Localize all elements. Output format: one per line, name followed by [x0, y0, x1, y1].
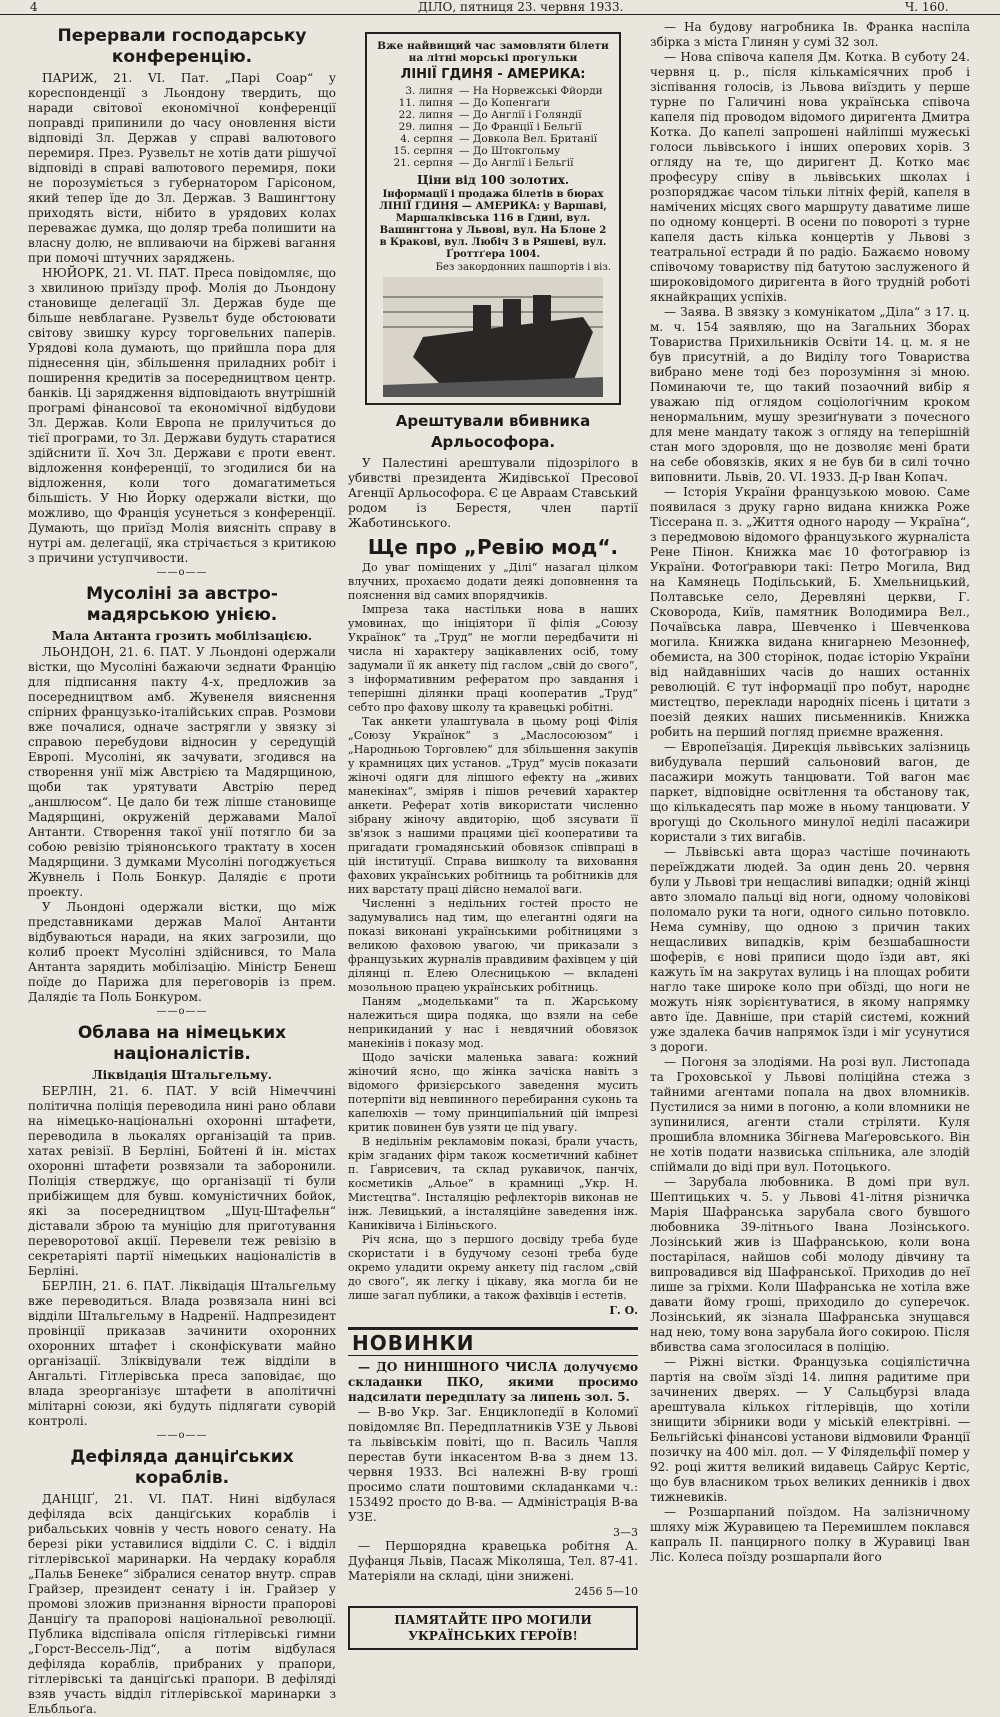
article-paragraph: У Палестині арештували підозрілого в убивстві президента Жидівської Пресової Агенції Арльософора. Є це Авраам Ставський родом із Берестя, член партії Жаботинського. — [348, 456, 638, 530]
ad-intro: Вже найвищий час замовляти білети на літні морські прогульки — [377, 40, 609, 64]
ad-route — [375, 85, 611, 97]
article-subtitle: Ліквідація Штальгельму. — [92, 1068, 272, 1082]
news-item: — Ріжні вістки. Французька соціялістична партія на своїм зїзді 14. липня радитиме при зачинених дверях. — У Сальцбурзі влада арештувала кількох гітлерівців, що хотіли знищити збірники води у міській електрівні. — Бельгійські фінансові установи відмовили Франції позичку на 400 міл. дол. — У Філядельфії помер у 92. році життя великий видавець Сайрус Кертіс, що був власником трьох великих денників і двох тижневиків. — [650, 1355, 970, 1504]
article-paragraph: ДАНЦІҐ, 21. VI. ПАТ. Нині відбулася дефіляда всіх данціґських кораблів і рибальських човнів у честь нового сенату. На березі ріки уставилися відділи С. С. і відділ гітлерівської маринарки. На чердаку корабля „Пальв Бенеке“ зібралися сенатор внутр. справ Грайзер, президент сенату і ін. Грайзер у промові зложив признання вірности прапорові Данціґу та прапорові національної революції. Публика відспівала опісля гітлерівські гимни „Горст-Вессель-Лід“, а потім відбулася дефіляда кораблів, прибраних у прапори, гітлерівські та данціґські прапори. В дефіляді взяв участь відділ гітлерівської маринарки з Ельбльоґа. — [28, 1492, 336, 1716]
article-paragraph: В недільнім рекламовім показі, брали участь, крім згаданих фірм також косметичний кабінет п. Ґаврисевич, та склад рукавичок, панчіх, косметиків „Альое“ в крамниці „Укр. Н. Мистецтва“. Інсталяцію рефлекторів виконав не інж. Левицький, а інсталяційне заведення інж. Каниківича і Біліньского. — [348, 1135, 638, 1232]
ad-code: 2456 5—10 — [574, 1585, 638, 1598]
ad-code: 3—3 — [613, 1526, 638, 1539]
article-title: Перервали господарську конференцію. — [57, 26, 307, 67]
route-date: 22. липня — [398, 109, 453, 121]
separator: ——o—— — [156, 1006, 208, 1017]
separator: ——o—— — [156, 567, 208, 578]
route-date: 21. серпня — [393, 157, 453, 169]
news-item: — Заява. В звязку з комунікатом „Діла“ з 17. ц. м. ч. 154 заявляю, що на Загальних Зборах Товариства Прихильників Освіти 14. ц. м. я не був присутній, а до Виділу того Товариства вибрано мене тоді без порозуміння зі мною. Поминаючи те, що такий позаочний вибір я уважаю під оглядом соціологічним кроком ненормальним, мушу зрезиґнувати з почесного для мене мандату також з огляду на теперішній стан мого здоровля, що не дозволяє мені брати на себе обовязків, яких я не був би в силі точно виповнити. Львів, 20. VI. 1933. Д-р Іван Копач. — [650, 305, 970, 484]
column-middle — [348, 20, 638, 1643]
article-paragraph: Імпреза така настільки нова в наших умовинах, що ініціятори її філія „Союзу Українок“ та „Труд“ не могли передбачити ні числа ні характеру зацікавлених осіб, тому задумали її як анкету під гаслом „свій до свого“, з інформативним рефератом про завдання і теперішні ділянки праці кооператив „Труд“ себто про фахову школу та кравецькі робітні. — [348, 603, 638, 714]
news-item: — Погоня за злодіями. На розі вул. Листопада та Гроховської у Львові поліційна стежа з тайними агентами попала на двох вломників. Пустилися за ними в погоню, а коли вломники не зупинилися, агенти стали стріляти. Куля прошибла вломника Збігнева Маґеровського. Він не хотів подати назвиська спільника, але злодій спіймали до віді при вул. Потоцького. — [650, 1055, 970, 1174]
route-dest: — До Англії і Бельгії — [459, 157, 574, 169]
route-dest: — До Франції і Бельгії — [459, 121, 582, 133]
ad-note: Без закордонних пашпортів і віз. — [435, 262, 611, 273]
paper-title: ДІЛО, пятниця 23. червня 1933. — [418, 0, 624, 14]
article-title: Арештували вбивника Арльософора. — [395, 412, 591, 451]
article-signature: Г. О. — [609, 1304, 638, 1317]
route-date: 15. серпня — [393, 145, 453, 157]
issue-number: Ч. 160. — [905, 0, 949, 14]
ad-route — [375, 157, 611, 169]
ad-info: Інформації і продажа білетів в бюрах ЛІНІЇ ГДИНЯ — АМЕРИКА: у Варшаві, Маршалківська 116 в Гдині, вул. Вашингтона у Львові, вул. На Блоне 2 в Кракові, вул. Любіч 3 в Ряшеві, вул. Ґроттґера 1004. — [379, 189, 607, 260]
route-date: 4. серпня — [400, 133, 453, 145]
article-paragraph: До уваг поміщених у „Ділі“ назагал цілком влучних, прохаємо додати деякі доповнення та пояснення від самих впорядчиків. — [348, 561, 638, 602]
ad-route — [375, 109, 611, 121]
article-paragraph: БЕРЛІН, 21. 6. ПАТ. Ліквідація Штальгельму вже переводиться. Влада розвязала нині всі відділи Штальгельму в Надренії. Надпрезидент провінції приказав зачинити охоронних охоронних штафет і сконфіскувати майно організації. Зліквідували теж відділи в Ангальті. Гітлерівська преса заповідає, що влада зреорганізує штафети в аполітичні мілітарні союзи, які будуть підлягати суворій контролі. — [28, 1279, 336, 1428]
section-heading-novynky: НОВИНКИ — [348, 1327, 638, 1356]
article-title: Дефіляда данціґських кораблів. — [70, 1447, 294, 1488]
page-number: 4 — [30, 0, 38, 14]
advertisement-gdynia-america — [365, 32, 621, 405]
news-item: — Першорядна кравецька робітня А. Дуфанця Львів, Пасаж Міколяша, Тел. 87-41. Матеріяли на складі, ціни знижені. — [348, 1539, 638, 1583]
route-dest: — До Англії і Голяндії — [459, 109, 582, 121]
route-date: 29. липня — [398, 121, 453, 133]
news-item: — Історія України французькою мовою. Саме появилася з друку гарно видана книжка Роже Тіссерана п. з. „Життя одного народу — Україна“, з передмовою відомого французького журналіста Рене Пінон. Книжка має 10 фотоґравюр із України. Фотоґравюри такі: Петро Могила, Вид на Камянець Подільський, Б. Хмельницький, Полтавське село, Деревляні церкви, Г. Сковорода, Київ, памятник Володимира Вел., Почаївська лавра, Шевченко і Шевченкова могила. Книжка видана книгарнею Мезоннеф, обемиста, на 300 сторінок, подає історію України від найдавніших часів до наших останніх революцій. Є тут інформації про побут, народнє мистецтво, переклади народніх пісень і цитати з поезій деяких наших письменників. Книжка робить на перший погляд приємне враження. — [650, 485, 970, 739]
ad-route — [375, 133, 611, 145]
ad-heading: ЛІНІЇ ГДИНЯ - АМЕРИКА: — [400, 67, 586, 82]
route-dest: — До Копенгаґи — [459, 97, 551, 109]
news-item: — Нова співоча капеля Дм. Котка. В суботу 24. червня ц. р., після кількамісячних проб і зіспівання голосів, із Львова виїздить у перше турне по Галичині нова українська співоча капеля під проводом відомого диригента Дмитра Котка. До капелі запрошені найліпші мужеські голоси львівського і інших оперових хорів. З огляду на те, що диригент Д. Котко має професуру співу в львівських школах і розпоряджає часом тільки літніх ферій, капеля в намічених місцях свого маршруту даватиме лише по одному концерті. В осени по повороті з турне капеля дасть кілька концертів у Львові з театральної естради й по радіо. Бажаємо новому співочому товариству під батутою заслуженого й широковідомого диригента в його трудній роботі якнайкращих успіхів. — [650, 50, 970, 304]
route-dest: — До Штокгольму — [459, 145, 561, 157]
news-item: — На будову нагробника Ів. Франка наспіла збірка з міста Глинян у сумі 32 зол. — [650, 20, 970, 49]
ad-route — [375, 121, 611, 133]
article-title: Облава на німецьких націоналістів. — [77, 1023, 287, 1064]
news-item: — Зарубала любовника. В домі при вул. Шептицьких ч. 5. у Львові 41-літня різничка Марія Шафранська зарубала свого бувшого любовника 39-літнього Івана Лозінського. Лозінський жив із Шафранською, коли вона постарілася, найшов собі молоду дівчину та випровадився від Шафранської. Приходив до неї лише за гріхми. Коли Шафранська не хотіла вже давати йому гроші, приходило до суперечок. Лозінський, як зізнала Шафранська знущався над нею, тому вона зарубала його сокирою. Після вбивства сама зголосилася в поліцію. — [650, 1175, 970, 1354]
article-title: Мусоліні за австро-мадярською унією. — [86, 584, 278, 625]
article-paragraph: У Льондоні одержали вістки, що між представниками держав Малої Антанти відбуваються наради, на яких загрозили, що колиб проект Мусоліні здійснився, то Мала Антанта зарядить мобілізацію. Міністр Бенеш поїде до Парижа для переговорів із прем. Далядіє та Поль Бонкуром. — [28, 900, 336, 1004]
article-subtitle: Мала Антанта грозить мобілізацією. — [51, 629, 313, 643]
article-paragraph: Щодо зачіски маленька завага: кожний жіночий ясно, що жінка зачіска навіть з відомого фризієрського заведення мусить потерпіти від невпинного перебирання суконь та капелюхів — тому принципіальний цій імпрезі критик повинен був узяти це під увагу. — [348, 1051, 638, 1134]
column-right — [650, 20, 970, 1564]
masthead — [0, 0, 1000, 15]
separator: ——o—— — [156, 1430, 208, 1441]
article-paragraph: ЛЬОНДОН, 21. 6. ПАТ. У Льондоні одержали вістки, що Мусоліні бажаючи зєднати Францію для підписання пакту 4-х, предложив за посередництвом амб. Жувенеля вияснення спірних французько-італійських справ. Розмови вже почалися, одначе застрягли у звязку зі справою перебудови відносин у середущій Европі. Мусоліні, як зачувати, згодився на створення унії між Австрією та Мадярщиною, щоби так урятувати Австрію перед „аншлюсом“. Це дало би теж ліпше становище Мадярщині, окруженій державами Малої Антанти. Створення такої унії потягло би за собою ревізію тріянонського трактату в хосен Мадярщини. З думками Мусоліні погоджується Жувнель і Поль Бонкур. Далядіє є проти проекту. — [28, 645, 336, 899]
route-dest: — Довкола Вел. Британії — [459, 133, 598, 145]
news-item: — Европеїзація. Дирекція львівських залізниць вибудувала перший сальоновий вагон, де пасажири можуть танцювати. Той вагон має паркет, відповідне освітлення та обстанову так, що кількадесять пар може в ньому танцювати. У врогущі до Скольного минулої неділі пасажири користали з тих вигабів. — [650, 740, 970, 844]
ad-route — [375, 97, 611, 109]
article-paragraph: Так анкети улаштувала в цьому році Філія „Союзу Українок“ з „Маслосоюзом“ і „Народньою Торговлею“ для збільшення закупів у крамницях цих установ. „Труд“ мусів показати жіночі одяги для ліпшого ефекту на „живих манекінах“, зміряв і пішов речевий характер анкети. Реферат хотів використати численно зібрану жіночу авдиторію, щоб зясувати її зв'язок з нашими працями цієї кооперативи та пригадати громадянський обовязок співпраці в цій інституції. Справа вишколу та виховання фахових українських робітниць та робітників для них варстату праці дійсно немалої ваги. — [348, 715, 638, 896]
news-item: — В-во Укр. Заг. Енциклопедії в Коломиї повідомляє Вп. Передплатників УЗЕ у Львові та львівськім повіті, що п. Василь Чапля перестав бути інкасентом В-ва з днем 13. червня 1933. Всі належні В-ву гроші просимо слати поштовими складанками ч.: 153492 просто до В-ва. — Адміністрація В-ва УЗЕ. — [348, 1405, 638, 1524]
route-dest: — На Норвежські Фйорди — [459, 85, 603, 97]
ad-route-list — [375, 85, 611, 169]
article-paragraph: ПАРИЖ, 21. VI. Пат. „Парі Соар“ у кореспонденції з Льондону твердить, що наради світової економічної конференції поправді припинили до часу оновлення вісти відповіді Зл. Держав у справі валютового перемиря. През. Рузвельт не хотів дати рішучої відповіді в справі валютового перемиря, поки не порозуміється з губернатором Гарісоном, який тепер їде до Зл. Держав. З Вашингтону приходять вісти, нібито в урядових колах переважає думка, що доляр треба полишити на власну долю, не впливаючи на біржеві вагання при помочі штучних заряджень. — [28, 71, 336, 265]
news-item: — Львівські авта щораз частіше починають переїжджати людей. За один день 20. червня були у Львові три нещасливі випадки; одній жінці авто зломало пальці від ноги, одному чоловікові поломало руки та ноги, одного сильно потовкло. Нема сумніву, що одною з причин таких нещасливих випадків, крім безшабашности шоферів, є нові приписи щодо їзди авт, які кажуть їм на закрутах вулиць і на площах робити нагло таке широке коло при обїзді, що ноги не можуть ніяк зорієнтуватися, в якому напрямку авто їде. Давніше, при старій системі, кожний уже здалека бачив напрямок їзди і міг усунутися з дороги. — [650, 845, 970, 1054]
route-date: 3. липня — [405, 85, 453, 97]
article-paragraph: НЮЙОРК, 21. VI. ПАТ. Преса повідомляє, що з хвилиною приїзду проф. Молія до Льондону становище делегації Зл. Держав буде ще більше невблагане. Рузвельт буде обстоювати світову звишку курсу торговельних паперів. Урядові кола думають, що прийшла пора для піднесення цін, збільшення приладних робіт і поширення кредитів за посередництвом центр. банків. Ці зарядження відповідають внутрішній програмі фінансової та економічної відбудови Зл. Держав. Коли Европа не прилучиться до тієї програми, то Зл. Держави будуть старатися здійснити її. Хоч Зл. Держави є проти евент. відложення конференції, то згодилися би на відложення, коли того домагатиметься більшість. У Ню Йорку одержали вістки, що можливо, що Франція усунеться з конференції. Думають, що приїзд Молія виясніть справу в нутрі ам. делегації, яка стрічається з критикою з причини уступчивости. — [28, 266, 336, 565]
article-paragraph: Численні з недільних гостей просто не задумувались над тим, що елегантні одяги на показі виконані українськими робітницями з великою фаховою увагою, чи приказали з французьких журналів правдивим фахівцем у цій ділянці п. Елею Олесницькою — вкладені мозольною працею українських робітниць. — [348, 897, 638, 994]
column-left — [28, 20, 336, 1716]
ad-price: Ціни від 100 золотих. — [416, 173, 570, 187]
ship-icon — [383, 277, 603, 397]
article-paragraph: Річ ясна, що з першого досвіду треба буде скористати і в будучому сезоні треба буде окремо уладити окрему анкету під гаслом „свій до свого“, як легку і цікаву, яка могла би не лише загал публики, а також фахівців і естетів. — [348, 1233, 638, 1302]
article-title: Ще про „Ревію мод“. — [367, 535, 619, 559]
memorial-notice: ПАМЯТАЙТЕ ПРО МОГИЛИ УКРАЇНСЬКИХ ГЕРОЇВ! — [348, 1606, 638, 1650]
route-date: 11. липня — [398, 97, 453, 109]
article-paragraph: Паням „модельками“ та п. Жарському належиться щира подяка, що взяли на себе неприкиданий у нас і невдячний обовязок манекінів і показу мод. — [348, 995, 638, 1050]
news-item: — ДО НИНІШНОГО ЧИСЛА долучуємо складанки ПКО, якими просимо надсилати передплату за липень зол. 5. — [348, 1360, 638, 1404]
article-paragraph: БЕРЛІН, 21. 6. ПАТ. У всій Німеччині політична поліція переводила нині рано облави на німецько-національні охоронні штафети, переводила в льокалях організацій та прив. хатах ревізії. В Берліні, Бойтені й ін. містах охоронні штафети розвязали та заборонили. Поліція стверджує, що організації ті були прибіжищем для бувш. комуністичних бойок, які за посередництвом „Шуц-Штафельн“ діставали зброю та муніцію для приготування переворотової акції. Перевели теж ревізію в секретаріяті партії німецьких націоналістів в Берліні. — [28, 1084, 336, 1278]
ad-route — [375, 145, 611, 157]
news-item: — Розшарпаний поїздом. На залізничному шляху між Журавицею та Перемишлем поклався капраль II. панцирного полку в Журавиці Іван Ліс. Колеса поїзду розшарпали його — [650, 1505, 970, 1564]
